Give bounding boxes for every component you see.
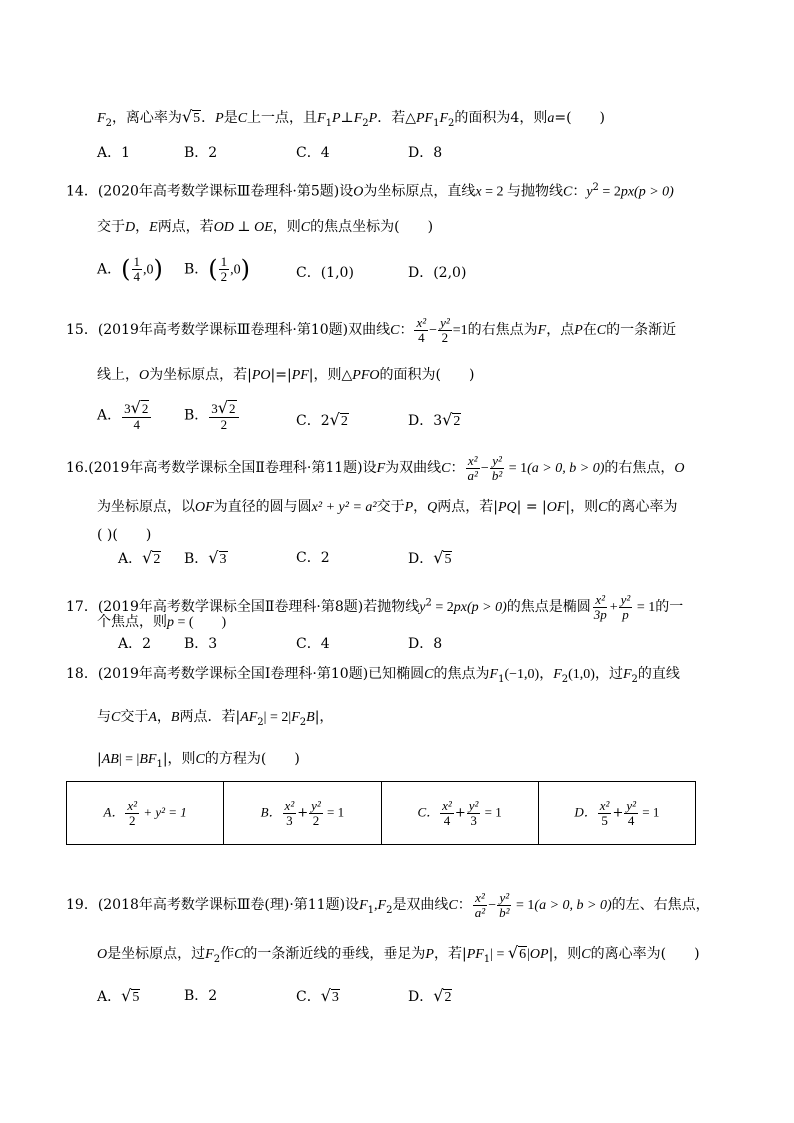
q17-stem-line2: 个焦点，则p = ( ) — [97, 614, 227, 630]
sqrt-5: √5 — [181, 107, 201, 126]
q18-options-table — [66, 781, 696, 845]
q14-option-d: D．(2,0) — [408, 265, 467, 281]
q13-option-b: B．2 — [184, 145, 218, 161]
q14-option-a: A．( $\frac{1}{4}$ ,0) — [97, 254, 163, 284]
q16-stem-line1: 16.(2019年高考数学课标全国Ⅱ卷理科·第11题)设F为双曲线C： $\frac{\text{x²}}{\text{a²}}$ − $\frac{\text{y²}}{\text{b²}}$ = 1(a > 0, b > 0)的右焦点，O — [66, 453, 685, 483]
q17-option-c: C．4 — [296, 636, 330, 652]
q14-stem-line2: 交于D，E两点，若OD ⊥ OE，则C的焦点坐标为( ) — [97, 219, 434, 235]
q14-stem-line1: 14．(2020年高考数学课标Ⅲ卷理科·第5题)设O为坐标原点，直线x = 2 与抛物线C：$y^2 = 2px(p > 0)$ — [66, 182, 674, 200]
q13-option-c: C．4 — [296, 145, 330, 161]
q18-stem-line2: 与C交于A，B两点．若$|AF_2| = 2|F_2B|$， — [97, 709, 334, 728]
q15-option-c: C．2√2 — [296, 410, 348, 429]
q14-option-b: B．( $\frac{1}{2}$ ,0) — [184, 254, 251, 284]
q18-option-d: D． $\frac{\text{x²}}{5}$ + $\frac{\text{y²}}{4}$ = 1 — [538, 782, 695, 845]
q15-stem-line2: 线上，O为坐标原点，若|PO|=|PF|，则△PFO的面积为( ) — [97, 367, 475, 383]
q18-option-a: A． $\frac{\text{x²}}{2}$ + y² = 1 — [67, 782, 224, 845]
q16-option-b: B．√3 — [184, 548, 227, 567]
q18-option-c: C． $\frac{\text{x²}}{4}$ + $\frac{\text{y²}}{3}$ = 1 — [381, 782, 538, 845]
q15-option-a: A． $\frac{3√2}{4}$ — [97, 400, 152, 431]
q19-option-d: D．√2 — [408, 986, 452, 1005]
q17-option-d: D．8 — [408, 636, 443, 652]
q18-stem-line1: 18．(2019年高考数学课标全国Ⅰ卷理科·第10题)已知椭圆C的焦点为$F_1(-1,0)$，$F_2(1,0)$，过$F_2$的直线 — [66, 666, 680, 685]
q13-option-a: A．1 — [97, 145, 131, 161]
q16-stem-line2: 为坐标原点，以OF为直径的圆与圆x² + y² = a²交于P，Q两点，若|PQ| = |OF|，则C的离心率为 — [97, 499, 678, 515]
q19-stem-line2: O是坐标原点，过$F_2$作C的一条渐近线的垂线，垂足为P，若$|PF_1| = √6|OP|$，则C的离心率为( ) — [97, 943, 700, 965]
q19-option-c: C．√3 — [296, 986, 339, 1005]
q16-option-d: D．√5 — [408, 548, 452, 567]
q17-option-a: A．2 — [118, 636, 152, 652]
q13-option-d: D．8 — [408, 145, 443, 161]
q15-option-b: B． $\frac{3√2}{2}$ — [184, 400, 240, 431]
q15-option-d: D．3√2 — [408, 410, 461, 429]
q18-stem-line3: $|AB| = |BF_1|$，则C的方程为( ) — [97, 751, 300, 770]
q14-option-c: C．(1,0) — [296, 265, 354, 281]
q18-option-b: B． $\frac{\text{x²}}{3}$ + $\frac{\text{y²}}{2}$ = 1 — [224, 782, 381, 845]
q16-stem-line3: ( )( ) — [97, 527, 152, 543]
q19-stem-line1: 19．(2018年高考数学课标Ⅲ卷(理)·第11题)设$F_1,F_2$是双曲线C： $\frac{\text{x²}}{\text{a²}}$ − $\frac{\text{y²}}{\text{b²}}$ = 1(a > 0, b > 0)的左、右焦点， — [66, 890, 710, 920]
q19-option-a: A．√5 — [97, 986, 140, 1005]
q16-option-c: C．2 — [296, 550, 330, 566]
q16-option-a: A．√2 — [118, 548, 161, 567]
q15-stem-line1: 15．(2019年高考数学课标Ⅲ卷理科·第10题)双曲线C： $\frac{\text{x²}}{4}$ − $\frac{\text{y²}}{2}$ =1的右焦点为F，点P在C的一条渐近 — [66, 315, 677, 345]
q19-option-b: B．2 — [184, 988, 218, 1004]
q17-stem-line1: 17．(2019年高考数学课标全国Ⅱ卷理科·第8题)若抛物线$y^2 = 2px(p > 0)$的焦点是椭圆 $\frac{\text{x²}}{3p}$ + $\frac{\text{y²}}{p}$ = 1的一 — [66, 592, 684, 622]
q17-option-b: B．3 — [184, 636, 218, 652]
q13-line: $F_2$，离心率为√5．P是C上一点，且$F_1P\perp F_2P$．若$\triangle PF_1F_2$的面积为4，则a=( ) — [97, 107, 605, 129]
